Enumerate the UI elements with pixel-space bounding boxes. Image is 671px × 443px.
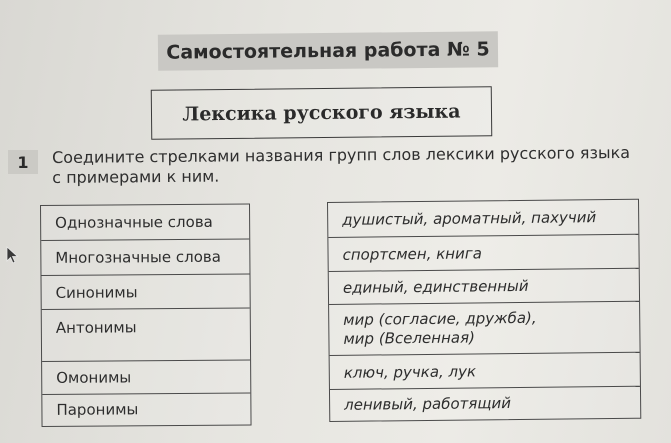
word-group-label: Паронимы <box>56 400 139 419</box>
word-group-cell[interactable] <box>41 205 249 241</box>
word-group-label: Антонимы <box>55 318 137 337</box>
task-instruction-line-2: с примерами к ним. <box>52 166 220 187</box>
example-text-line-1: мир (согласие, дружба), <box>343 308 537 329</box>
worksheet-banner <box>158 31 498 71</box>
task-instruction <box>52 143 657 188</box>
word-group-cell[interactable] <box>42 361 250 395</box>
banner-title: Самостоятельная работа № 5 <box>166 38 490 64</box>
example-cell[interactable] <box>329 302 640 356</box>
word-group-label: Омонимы <box>56 368 132 387</box>
word-group-cell[interactable] <box>42 394 250 425</box>
task-instruction-line-1: Соедините стрелками названия групп слов лексики русского языка <box>52 142 631 167</box>
example-text: единый, единственный <box>342 276 529 297</box>
word-group-label: Синонимы <box>55 282 138 302</box>
word-groups-column <box>40 204 252 427</box>
example-cell[interactable] <box>330 353 640 390</box>
word-group-cell[interactable] <box>41 275 249 310</box>
example-cell[interactable] <box>329 269 639 305</box>
mouse-pointer-icon <box>6 246 20 264</box>
example-cell[interactable] <box>328 200 638 238</box>
word-group-cell[interactable] <box>41 240 249 276</box>
example-text: ключ, ручка, лук <box>343 361 477 382</box>
topic-title-box <box>151 86 493 140</box>
task-number: 1 <box>17 152 29 172</box>
task-number-badge <box>8 150 38 174</box>
word-group-label: Однозначные слова <box>55 212 213 232</box>
example-cell[interactable] <box>328 235 638 272</box>
word-group-label: Многозначные слова <box>55 247 221 267</box>
example-cell[interactable] <box>330 387 640 420</box>
example-text: душистый, ароматный, пахучий <box>342 208 597 229</box>
examples-column <box>327 199 641 422</box>
example-text-line-2: мир (Вселенная) <box>343 328 476 348</box>
example-text: ленивый, работящий <box>344 394 512 414</box>
topic-title: Лексика русского языка <box>182 100 461 126</box>
example-text: спортсмен, книга <box>342 243 482 264</box>
word-group-cell[interactable] <box>42 309 250 362</box>
